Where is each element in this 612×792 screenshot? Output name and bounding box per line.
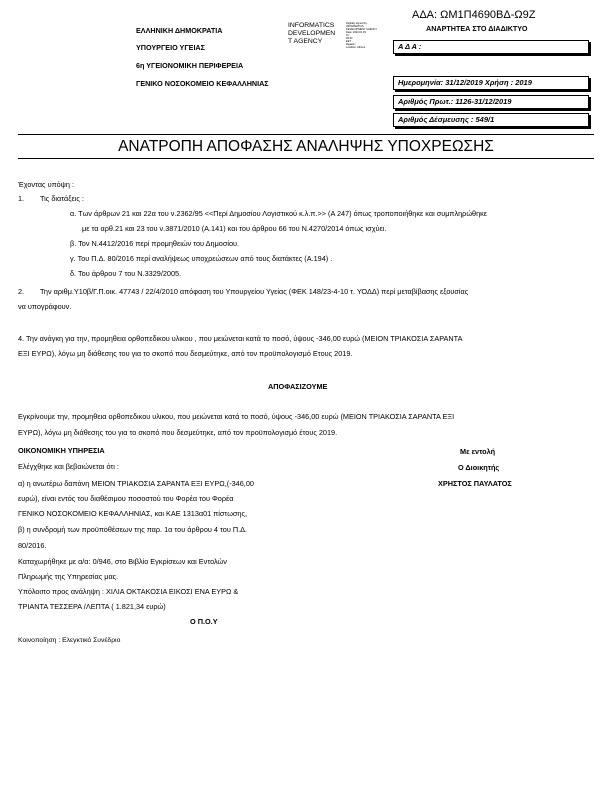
header-ministry: ΥΠΟΥΡΓΕΙΟ ΥΓΕΙΑΣ <box>136 43 205 52</box>
header-region: 6η ΥΓΕΙΟΝΟΜΙΚΗ ΠΕΡΙΦΕΡΕΙΑ <box>136 61 244 70</box>
item-1b: β. Τον Ν.4412/2016 περί προμηθειών του Δημοσίου. <box>70 239 240 248</box>
item-1-number: 1. <box>18 194 25 203</box>
protocol-box: Αριθμός Πρωτ.: 1126-31/12/2019 <box>393 95 589 109</box>
item-1-text: Τις διατάξεις : <box>40 194 84 203</box>
agency-line-1: INFORMATICS <box>288 22 335 29</box>
ada-box: Α Δ Α : <box>393 40 589 54</box>
header-republic: ΕΛΛΗΝΙΚΗ ΔΗΜΟΚΡΑΤΙΑ <box>136 26 223 35</box>
item-4-line-1: 4. Την ανάγκη για την, προμηθεια ορθοπεδικου υλικου , που μειώνεται κατά το ποσό, ύψους -346,00 ευρώ (ΜΕΙΟΝ ΤΡΙΑΚΟΣΙΑ ΣΑΡΑΝΤΑ <box>18 334 463 343</box>
item-1c: γ. Του Π.Δ. 80/2016 περί αναλήψεως υποχρεώσεων από τους διατάκτες (Α.194) . <box>70 254 333 263</box>
date-box: Ημερομηνία: 31/12/2019 Χρήση : 2019 <box>393 76 589 90</box>
finance-signoff: Ο Π.Ο.Υ <box>190 617 218 626</box>
approval-line-1: Εγκρίνουμε την, προμηθεια ορθοπεδικου υλικου, που μειώνεται κατά το ποσό, ύψους -346,00 ευρώ (ΜΕΙΟΝ ΤΡΙΑΚΟΣΙΑ ΣΑΡΑΝΤΑ ΕΞΙ <box>18 412 455 421</box>
item-2-line-1: Την αριθμ.Υ10β/Γ.Π.οικ. 47743 / 22/4/2010 απόφαση του Υπουργείου Υγείας (ΦΕΚ 148/23-4-10 τ. ΥΟΔΔ) περί μεταβίβασης εξουσίας <box>40 287 469 296</box>
ada-top: ΑΔΑ: ΩΜ1Π4690ΒΔ-Ω9Ζ <box>412 9 536 21</box>
digital-signature-note: Digitally signed by INFORMATICS DEVELOPMENT AGENCY Date: 2020.01.03 11: 06:43 EET Reason: Location: Athens <box>346 22 378 49</box>
finance-a-line-1: α) η ανωτέρω δαπάνη ΜΕΙΟΝ ΤΡΙΑΚΟΣΙΑ ΣΑΡΑΝΤΑ ΕΞΙ ΕΥΡΩ,(-346,00 <box>18 479 254 488</box>
commitment-box: Αριθμός Δέσμευσης : 549/1 <box>393 113 589 127</box>
item-4-line-2: ΕΞΙ ΕΥΡΩ), λόγω μη διάθεσης του για το σκοπό που δεσμεύτηκε, από τον προϋπολογισμό Ετους 2019. <box>18 349 353 358</box>
decision-heading: ΑΠΟΦΑΣΙΖΟΥΜΕ <box>268 382 328 391</box>
approval-line-2: ΕΥΡΩ), λόγω μη διάθεσης του για το σκοπό που δεσμεύτηκε, από τον προϋπολογισμό έτους 2019. <box>18 428 338 437</box>
notification-line: Κοινοποίηση : Ελεγκτικό Συνέδριο <box>18 637 121 644</box>
finance-checked: Ελέγχθηκε και βεβαιώνεται ότι : <box>18 462 119 471</box>
item-1a-line-1: α. Των άρθρων 21 και 22α του ν.2362/95 <<Περί Δημοσίου Λογιστικού κ.λ.π.>> (Α 247) όπως τροποποιήθηκε και συμπληρώθηκε <box>70 209 488 218</box>
director-role: Ο Διοικητής <box>458 463 500 472</box>
item-1a-line-2: με τα αρθ.21 και 23 του ν.3871/2010 (Α.141) και του άρθρου 66 του Ν.4270/2014 όπως ισχύει. <box>82 224 387 233</box>
finance-a-line-3: ΓΕΝΙΚΟ ΝΟΣΟΚΟΜΕΙΟ ΚΕΦΑΛΛΗΝΙΑΣ, και ΚΑΕ 1313α01 πίστωσης, <box>18 509 248 518</box>
document-title: ΑΝΑΤΡΟΠΗ ΑΠΟΦΑΣΗΣ ΑΝΑΛΗΨΗΣ ΥΠΟΧΡΕΩΣΗΣ <box>18 134 594 159</box>
finance-b-line-1: β) η συνδρομή των προϋποθέσεων της παρ. 1α του άρθρου 4 του Π.Δ. <box>18 525 248 534</box>
header-hospital: ΓΕΝΙΚΟ ΝΟΣΟΚΟΜΕΙΟ ΚΕΦΑΛΛΗΝΙΑΣ <box>136 79 269 88</box>
item-2-line-2: να υπογράφουν. <box>18 302 72 311</box>
remaining-line-1: Υπόλοιπο προς ανάληψη : ΧΙΛΙΑ ΟΚΤΑΚΟΣΙΑ ΕΙΚΟΣΙ ΕΝΑ ΕΥΡΩ & <box>18 587 239 596</box>
considering-label: Έχοντας υπόψη : <box>18 180 75 189</box>
finance-b-line-2: 80/2016. <box>18 541 47 550</box>
by-order-label: Με εντολή <box>460 447 496 456</box>
finance-a-line-2: ευρώ), είναι εντός του διαθέσιμου ποσοστού του Φορέα του Φορέα <box>18 494 234 503</box>
agency-line-3: T AGENCY <box>288 38 323 45</box>
registration-line-1: Καταχωρήθηκε με α/α: 0/946, στο Βιβλίο Εγκρίσεων και Εντολών <box>18 557 227 566</box>
agency-line-2: DEVELOPMEN <box>288 30 336 37</box>
remaining-line-2: ΤΡΙΑΝΤΑ ΤΕΣΣΕΡΑ /ΛΕΠΤΑ ( 1.821,34 ευρώ) <box>18 602 166 611</box>
registration-line-2: Πληρωμής της Υπηρεσίας μας. <box>18 572 119 581</box>
finance-heading: ΟΙΚΟΝΟΜΙΚΗ ΥΠΗΡΕΣΙΑ <box>18 446 105 455</box>
item-1d: δ. Του άρθρου 7 του Ν.3329/2005. <box>70 269 182 278</box>
director-name: ΧΡΗΣΤΟΣ ΠΑΥΛΑΤΟΣ <box>438 479 512 488</box>
item-2-number: 2. <box>18 287 25 296</box>
posted-online-label: ΑΝΑΡΤΗΤΕΑ ΣΤΟ ΔΙΑΔΙΚΤΥΟ <box>426 24 528 33</box>
